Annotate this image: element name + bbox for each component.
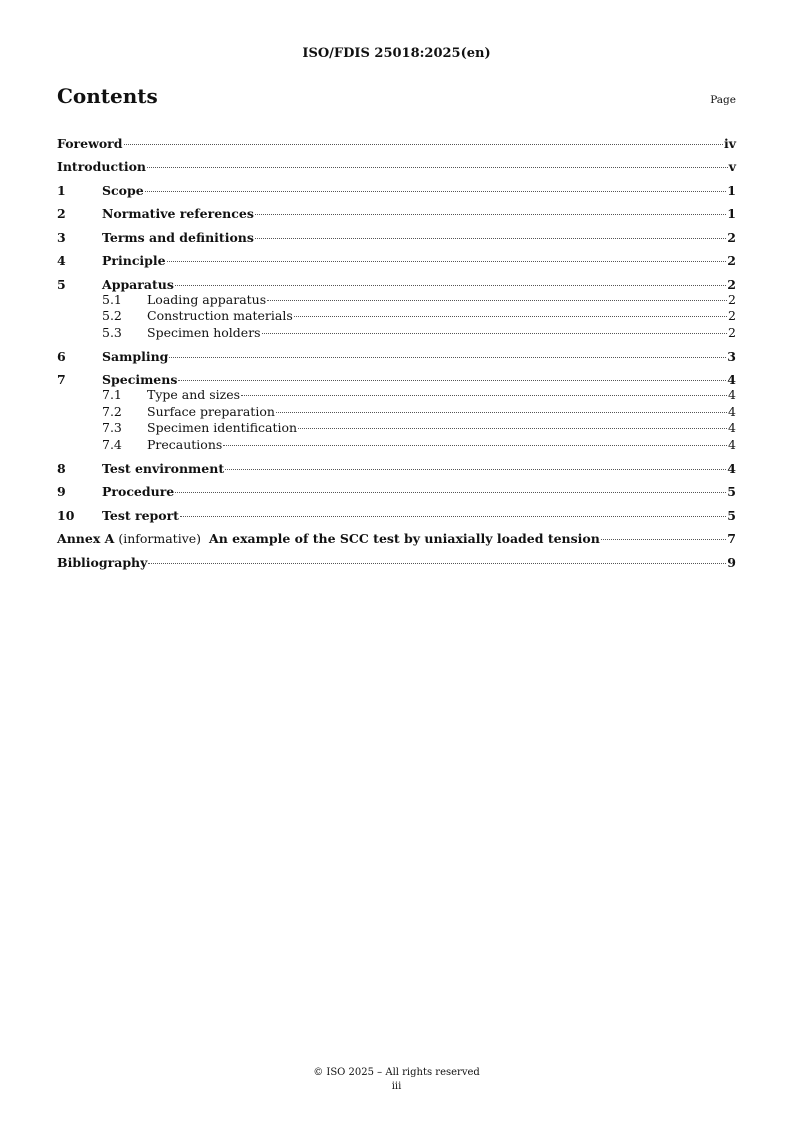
toc-subentry-label: Specimen holders <box>147 324 261 340</box>
toc-entry-page: 2 <box>727 253 736 268</box>
toc-title-row <box>57 84 736 108</box>
toc-leader-dots <box>169 357 726 358</box>
copyright-notice: © ISO 2025 – All rights reserved <box>313 1067 480 1078</box>
toc-entry-page: 4 <box>727 372 736 387</box>
toc-subentry-page: 2 <box>728 308 736 323</box>
toc-entry[interactable] <box>57 183 736 199</box>
bibliography-page: 9 <box>727 554 736 570</box>
toc-leader-dots <box>267 300 727 301</box>
toc-entry-number: 10 <box>57 507 75 523</box>
toc-subentry[interactable] <box>57 437 736 454</box>
toc-leader-dots <box>175 285 726 286</box>
toc-subentry-number: 5.2 <box>102 308 122 323</box>
toc-leader-dots <box>601 539 726 540</box>
toc-entry-label: Test report <box>102 507 179 523</box>
toc-entry[interactable] <box>57 484 736 500</box>
toc-entry-page: 2 <box>727 276 736 292</box>
toc-leader-dots <box>145 191 727 192</box>
toc-entry-number: 5 <box>57 276 66 292</box>
toc-entry-number: 4 <box>57 253 66 268</box>
toc-entry[interactable] <box>57 461 736 477</box>
toc-subentry[interactable] <box>57 387 736 404</box>
toc-subentry-page: 4 <box>728 436 736 452</box>
toc-leader-dots <box>255 238 726 239</box>
toc-subentry-label: Surface preparation <box>147 403 275 419</box>
toc-entry-page: 5 <box>727 484 736 499</box>
toc-entry[interactable] <box>57 372 736 388</box>
toc-entry-label: Test environment <box>102 460 225 476</box>
toc-entry-label: Principle <box>102 253 166 268</box>
toc-subentry[interactable] <box>57 420 736 437</box>
toc-annex-entry[interactable] <box>57 531 736 547</box>
toc-leader-dots <box>298 428 727 429</box>
table-of-contents <box>57 128 736 571</box>
annex-prefix: Annex A <box>57 531 115 546</box>
toc-bibliography-entry[interactable] <box>57 555 736 571</box>
toc-entry-page: v <box>728 159 736 174</box>
toc-leader-dots <box>178 380 726 381</box>
toc-entry-number: 7 <box>57 372 66 387</box>
toc-entry-label: Foreword <box>57 135 123 151</box>
toc-leader-dots <box>262 333 727 334</box>
toc-entry-number: 6 <box>57 348 66 364</box>
toc-subentry-label: Loading apparatus <box>147 291 267 307</box>
toc-subentry-page: 4 <box>728 387 736 402</box>
toc-entry-label: Introduction <box>57 159 147 174</box>
toc-leader-dots <box>255 214 726 215</box>
page-footer <box>0 1066 793 1094</box>
toc-leader-dots <box>167 261 727 262</box>
document-header: ISO/FDIS 25018:2025(en) <box>302 46 491 61</box>
toc-entry[interactable] <box>57 206 736 222</box>
toc-subentry-page: 4 <box>728 420 736 435</box>
toc-subentry-label: Construction materials <box>147 308 293 323</box>
toc-entry-page: iv <box>723 135 736 151</box>
toc-subentry[interactable] <box>57 292 736 309</box>
page-column-label: Page <box>710 94 736 106</box>
toc-entry[interactable] <box>57 277 736 293</box>
toc-entry-label: Terms and definitions <box>102 229 254 245</box>
page-title: Contents <box>57 84 158 108</box>
toc-leader-dots <box>223 445 727 446</box>
toc-subentry-label: Type and sizes <box>147 387 241 402</box>
toc-entry-page: 5 <box>727 507 736 523</box>
toc-entry-label: Normative references <box>102 206 254 221</box>
toc-entry-label: Scope <box>102 182 144 198</box>
toc-subentry[interactable] <box>57 404 736 421</box>
toc-entry[interactable] <box>57 136 736 152</box>
toc-entry-page: 1 <box>727 206 736 221</box>
toc-entry[interactable] <box>57 349 736 365</box>
toc-leader-dots <box>225 469 726 470</box>
toc-entry-label: Specimens <box>102 372 178 387</box>
toc-leader-dots <box>180 516 726 517</box>
toc-entry-number: 3 <box>57 229 66 245</box>
toc-subentry-page: 2 <box>728 291 736 307</box>
toc-subentry-number: 5.1 <box>102 291 122 307</box>
bibliography-label: Bibliography <box>57 554 148 570</box>
toc-subentry-page: 2 <box>728 324 736 340</box>
toc-subentry-number: 7.2 <box>102 403 122 419</box>
toc-entry-label: Apparatus <box>102 276 174 292</box>
toc-entry[interactable] <box>57 253 736 269</box>
toc-entry-number: 9 <box>57 484 66 499</box>
toc-entry[interactable] <box>57 230 736 246</box>
annex-title: An example of the SCC test by uniaxially loaded tension <box>209 531 600 546</box>
toc-leader-dots <box>175 492 726 493</box>
toc-subentry[interactable] <box>57 308 736 325</box>
toc-entry[interactable] <box>57 508 736 524</box>
toc-entry-label: Sampling <box>102 348 169 364</box>
annex-type: (informative) <box>118 531 202 546</box>
toc-annex-page: 7 <box>727 531 736 546</box>
toc-subentry-number: 7.1 <box>102 387 122 402</box>
toc-leader-dots <box>147 167 728 168</box>
toc-subentry[interactable] <box>57 325 736 342</box>
toc-entry-label: Procedure <box>102 484 175 499</box>
toc-subentry-number: 7.4 <box>102 436 122 452</box>
toc-subentry-label: Precautions <box>147 436 223 452</box>
toc-entry-number: 1 <box>57 182 66 198</box>
toc-subentry-number: 7.3 <box>102 420 122 435</box>
toc-entry-number: 8 <box>57 460 66 476</box>
toc-entry-page: 1 <box>727 182 736 198</box>
page-number: iii <box>391 1081 402 1092</box>
toc-leader-dots <box>148 563 726 564</box>
toc-entry-page: 4 <box>727 460 736 476</box>
toc-leader-dots <box>294 316 727 317</box>
toc-subentry-page: 4 <box>728 403 736 419</box>
toc-entry-page: 2 <box>727 229 736 245</box>
toc-leader-dots <box>124 144 723 145</box>
toc-entry-number: 2 <box>57 206 66 221</box>
toc-leader-dots <box>276 412 727 413</box>
toc-subentry-number: 5.3 <box>102 324 122 340</box>
toc-entry-page: 3 <box>727 348 736 364</box>
toc-subentry-label: Specimen identification <box>147 420 298 435</box>
toc-entry[interactable] <box>57 159 736 175</box>
toc-leader-dots <box>241 395 727 396</box>
